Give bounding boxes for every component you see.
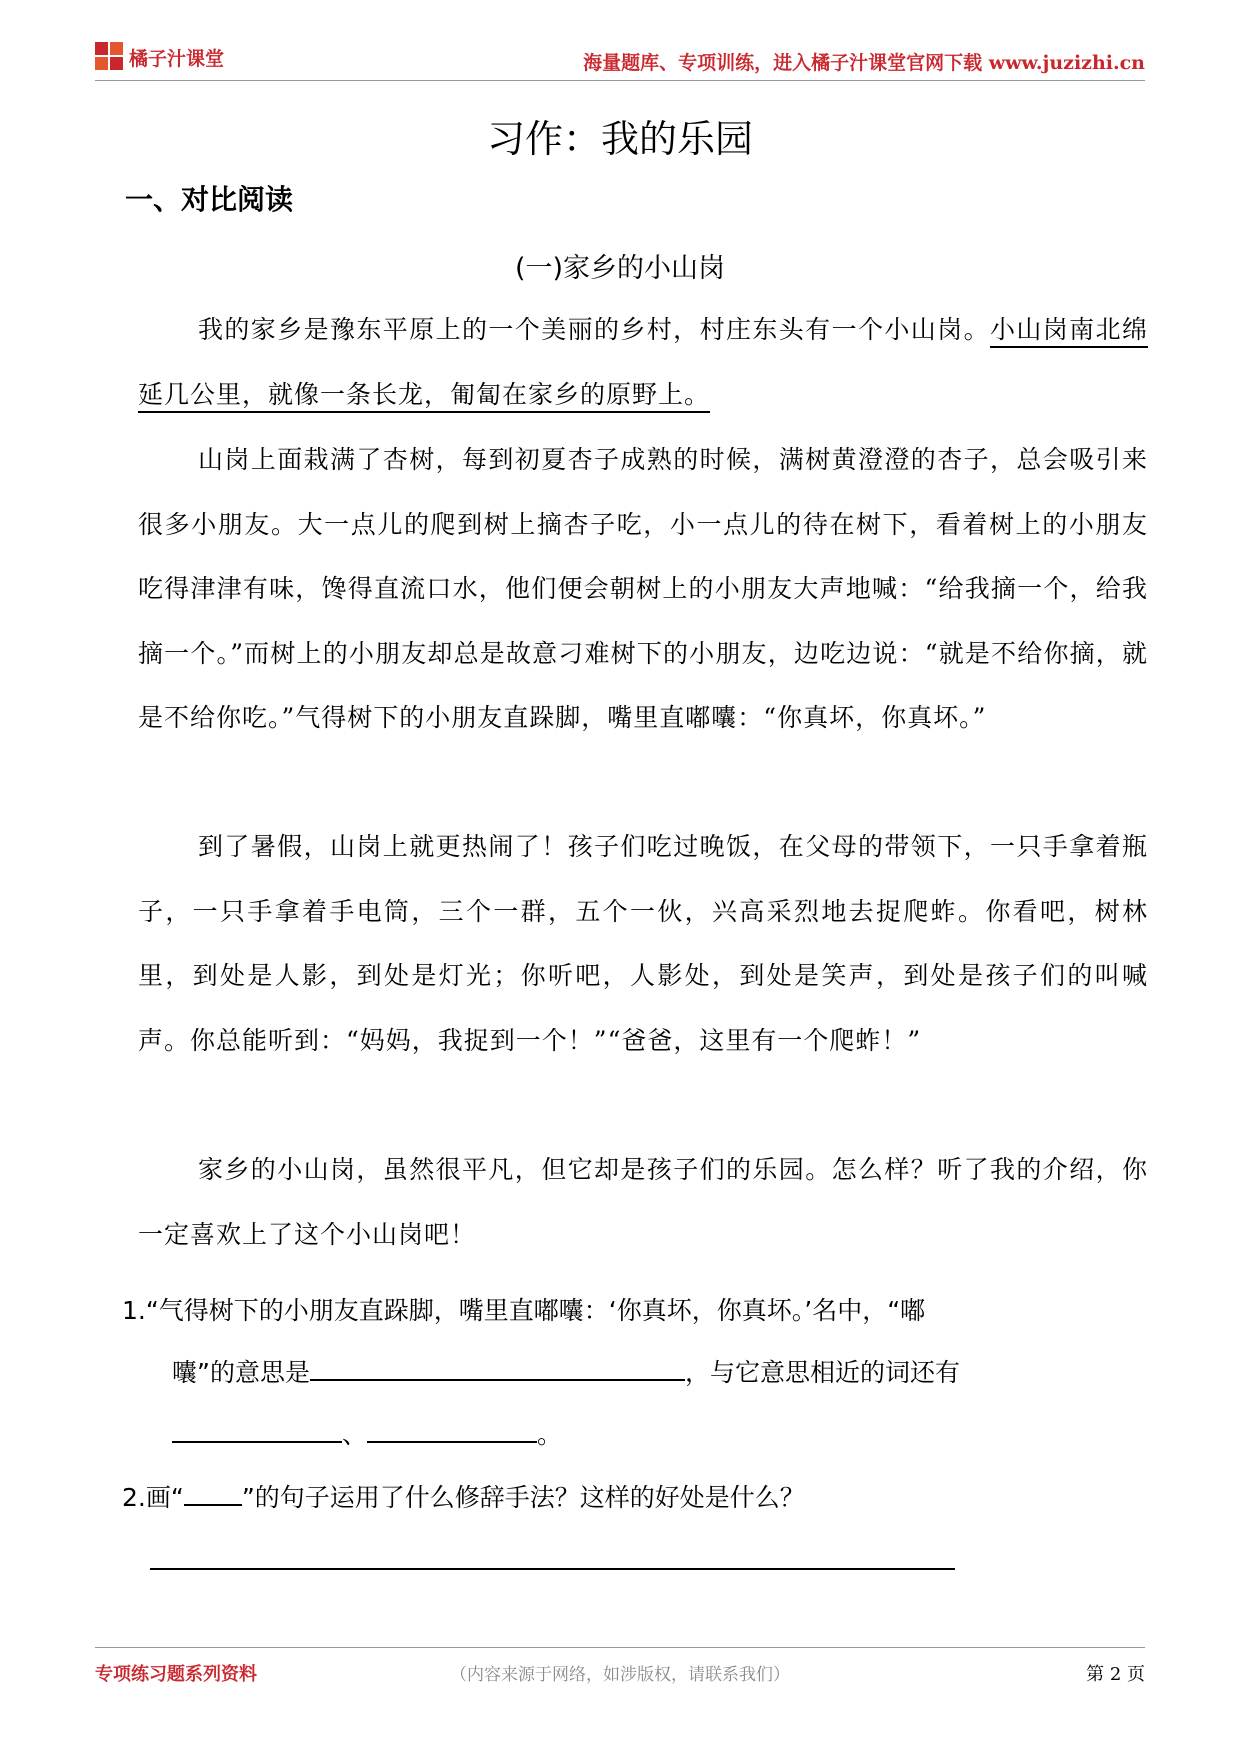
passage-paragraph-1 — [138, 298, 1148, 427]
page-header — [95, 38, 1145, 78]
header-slogan: 海量题库、专项训练，进入橘子汁课堂官网下载 www.juzizhi.cn — [583, 52, 1145, 74]
page-title: 习作：我的乐园 — [486, 117, 753, 161]
question-1 — [122, 1280, 1147, 1466]
underlined-sentence: 小山岗南北绵延几公里，就像一条长龙，匍匐在家乡的原野上。 — [138, 315, 1148, 413]
paragraph-1-text: 我的家乡是豫东平原上的一个美丽的乡村，村庄东头有一个小山岗。 — [198, 315, 990, 344]
answer-blank-synonym-2[interactable] — [367, 1417, 537, 1443]
footer-copyright-note: （内容来源于网络，如涉版权，请联系我们） — [450, 1665, 790, 1685]
footer-divider — [95, 1647, 1145, 1648]
answer-blank-meaning[interactable] — [310, 1355, 685, 1381]
question-2 — [122, 1478, 805, 1518]
brand-logo — [95, 42, 224, 72]
question-1-line-1: 1.“气得树下的小朋友直跺脚，嘴里直嘟囔：‘你真坏，你真坏。’名中，“嘟 — [122, 1296, 926, 1325]
answer-blank-synonym-1[interactable] — [172, 1417, 342, 1443]
underline-marker — [184, 1480, 242, 1506]
passage-paragraph-3: 到了暑假，山岗上就更热闹了！孩子们吃过晚饭，在父母的带领下，一只手拿着瓶子，一只手拿着手电筒，三个一群，五个一伙，兴高采烈地去捉爬蚱。你看吧，树林里，到处是人影，到处是灯光；你听吧，人影处，到处是笑声，到处是孩子们的叫喊声。你总能听到：“妈妈，我捉到一个！”“爸爸，这里有一个爬蚱！” — [138, 832, 1148, 1055]
brand-name: 橘子汁课堂 — [129, 47, 225, 70]
logo-icon — [95, 42, 125, 72]
answer-line-question-2[interactable] — [150, 1568, 955, 1570]
question-1-end: 。 — [537, 1420, 563, 1449]
passage-paragraph-4: 家乡的小山岗，虽然很平凡，但它却是孩子们的乐园。怎么样？听了我的介绍，你一定喜欢上了这个小山岗吧！ — [138, 1155, 1148, 1249]
page-number: 第 2 页 — [1086, 1664, 1145, 1685]
question-1-separator: 、 — [342, 1420, 368, 1449]
passage-paragraph-2: 山岗上面栽满了杏树，每到初夏杏子成熟的时候，满树黄澄澄的杏子，总会吸引来很多小朋友。大一点儿的爬到树上摘杏子吃，小一点儿的待在树下，看着树上的小朋友吃得津津有味，馋得直流口水，他们便会朝树上的小朋友大声地喊：“给我摘一个，给我摘一个。”而树上的小朋友却总是故意刁难树下的小朋友，边吃边说：“就是不给你摘，就是不给你吃。”气得树下的小朋友直跺脚，嘴里直嘟囔：“你真坏，你真坏。” — [138, 445, 1148, 732]
question-2-text-a: 2.画“ — [122, 1483, 184, 1512]
question-1-text-a: 囔”的意思是 — [172, 1358, 310, 1387]
header-divider — [95, 80, 1145, 81]
passage-title: (一)家乡的小山岗 — [514, 253, 726, 284]
question-1-text-b: ，与它意思相近的词还有 — [684, 1358, 960, 1387]
question-1-line-2 — [122, 1342, 1147, 1404]
footer-series-label: 专项练习题系列资料 — [95, 1664, 257, 1685]
section-heading: 一、对比阅读 — [125, 183, 294, 216]
question-2-text-b: ”的句子运用了什么修辞手法？这样的好处是什么？ — [241, 1483, 805, 1512]
question-1-line-3 — [122, 1404, 1147, 1466]
